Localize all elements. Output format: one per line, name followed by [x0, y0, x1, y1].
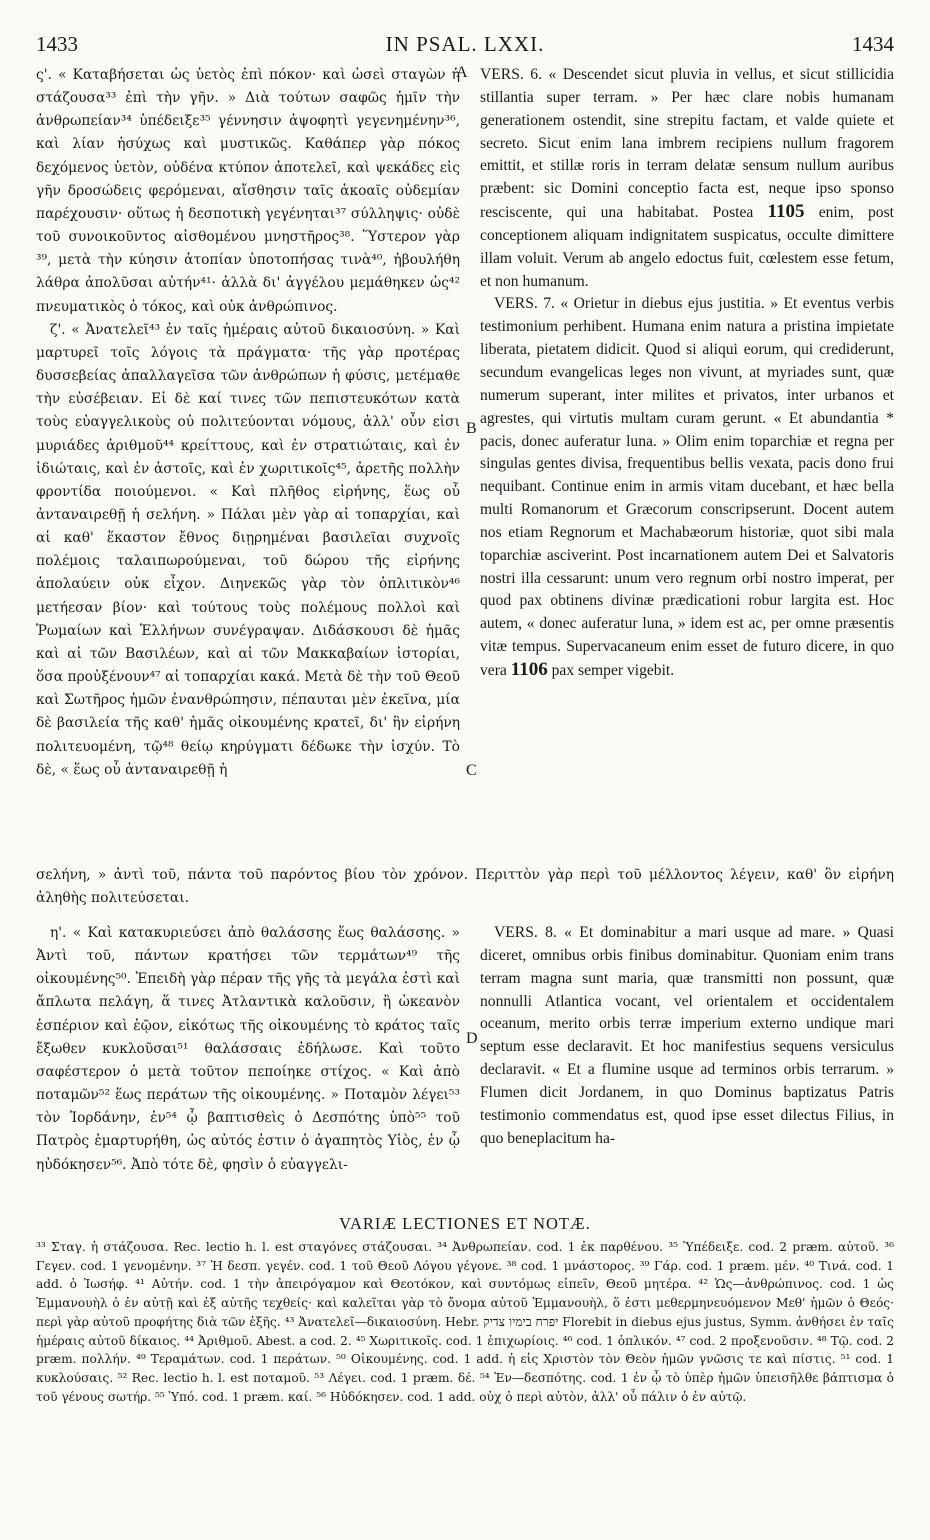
column-number-1106: 1106	[510, 658, 548, 680]
greek-verse-8: η'. « Καὶ κατακυριεύσει ἀπὸ θαλάσσης ἕως θαλάσσης. » Ἀντὶ τοῦ, πάντων κρατήσει τῶν τερμάτων⁴⁹ τῆς οἰκουμένης⁵⁰. Ἐπειδὴ γὰρ πέραν τῆς γῆς τὰ μεγάλα ἐστὶ καὶ ἄπλωτα πελάγη, ἅ τινες Ἀτλαντικὰ καλοῦσιν, ἢ ὠκεανὸν ἑσπέριον καὶ ἑῷον, εἰκότως τῆς οἰκουμένης τὸ κράτος ταῖς ἔξωθεν κυκλοῦσαι⁵¹ θαλάσσαις ἐδήλωσε. Καὶ τοῦτο σαφέστερον ὁ μετὰ τοῦτον πεποίηκε στίχος. « Καὶ ἀπὸ ποταμῶν⁵² ἕως περάτων τῆς οἰκουμένης. » Ποταμὸν λέγει⁵³ τὸν Ἰορδάνην, ἐν⁵⁴ ᾧ βαπτισθεὶς ὁ Δεσπότης ὑπὸ⁵⁵ τοῦ Πατρὸς ἐμαρτυρήθη, ὡς αὐτός ἐστιν ὁ ἀγαπητὸς Υἱὸς, ἐν ᾧ ηὐδόκησεν⁵⁶. Ἀπὸ τότε δὲ, φησὶν ὁ εὐαγγελι-	[36, 925, 460, 1173]
bridge-line: σελήνη, » ἀντὶ τοῦ, πάντα τοῦ παρόντος βίου τὸν χρόνον. Περιττὸν γὰρ περὶ τοῦ μέλλοντος λέγειν, καθ' ὃν εἰρήνη ἀληθὴς πολιτεύσεται.	[36, 867, 894, 906]
column-number-1105: 1105	[767, 201, 805, 223]
margin-mark-d: D	[466, 1030, 478, 1047]
latin-verse-7: VERS. 7. « Orietur in diebus ejus justitia. » Et eventus verbis testimonium perhibent. Humana enim natura a pristina impietate liberata, pietatem didicit. Quod si aliqui eorum, qui crediderunt, secundum evangelicas leges non vivunt, at myriades sunt, quæ numerum superant, inter milites et privatos, inter urbanos et agrestes, qui virtutis multam curam gerunt. « Et abundantia * pacis, donec auferatur luna. » Olim enim toparchiæ et regna per singulas gentes divisa, frequentibus bellis vexata, pacis dono frui nequibant. Continue enim in armis vitam ducebant, et hæc bella multi Romanorum et Græcorum conscripserunt. Docent autem nos etiam Regnorum et Machabæorum historiæ, quot sibi mala toparchiæ asciverint. Post incarnationem autem Dei et Salvatoris nostri illa cessarunt: unum vero regnum orbi nostro imperat, per quod pax obtinens divinæ prædicationi robur largita est. Hoc autem, « donec auferatur luna, » idem est ac, per omne præsentis vitæ tempus. Supervacaneum enim esset de futuro dicere, in quo vera 1106 pax semper vigebit.	[480, 295, 894, 680]
margin-mark-b: B	[466, 420, 477, 437]
greek-verse-7: ζ'. « Ἀνατελεῖ⁴³ ἐν ταῖς ἡμέραις αὐτοῦ δικαιοσύνη. » Καὶ μαρτυρεῖ τοῖς λόγοις τὰ πράγματα· τῆς γὰρ προτέρας δυσσεβείας ἀπαλλαγεῖσα τῶν ἀνθρώπων ἡ φύσις, μετέμαθε τὴν εὐσέβειαν. Εἰ δὲ καί τινες τῶν πεπιστευκότων κατὰ τοὺς εὐαγγελικοὺς οὐ πολιτεύονται νόμους, ἀλλ' οὖν εἰσι μυριάδες ἀριθμοῦ⁴⁴ κρείττους, καὶ ἐν στρατιώταις, καὶ ἐν ἰδιώταις, καὶ ἐν ἀστοῖς, καὶ ἐν χωριτικοῖς⁴⁵, ἀρετῆς πολλὴν φροντίδα ποιούμενοι. « Καὶ πλῆθος εἰρήνης, ἕως οὗ ἀνταναιρεθῇ ἡ σελήνη. » Πάλαι μὲν γὰρ αἱ τοπαρχίαι, καὶ αἱ καθ' ἕκαστον ἔθνος διῃρημέναι βασιλεῖαι συχνοῖς πολέμοις ταλαιπωρούμεναι, τοῦ δώρου τῆς εἰρήνης ἀπολαύειν οὐκ εἶχον. Διηνεκῶς γὰρ τὸν ὁπλιτικὸν⁴⁶ μετήεσαν βίον· καὶ τούτους τοὺς πολέμους πολλοὶ καὶ Ῥωμαίων καὶ Ἑλλήνων συνέγραψαν. Διδάσκουσι δὲ ἡμᾶς καὶ αἱ τῶν Βασιλέων, καὶ αἱ τῶν Μακκαβαίων ἱστορίαι, ὅσα προὐξένουν⁴⁷ αἱ τοπαρχίαι κακά. Μετὰ δὲ τὴν τοῦ Θεοῦ καὶ Σωτῆρος ἡμῶν ἐνανθρώπησιν, πέπαυται μὲν ἐκεῖνα, μία δὲ βασιλεία τῆς καθ' ἡμᾶς οἰκουμένης κρατεῖ, δι' ἣν εἰρήνη πολιτευομένη, τῷ⁴⁸ θείῳ κηρύγματι δέδωκε τὴν ἰσχύν. Τὸ δὲ, « ἕως οὗ ἀνταναιρεθῇ ἡ	[36, 321, 460, 778]
latin-column-top	[480, 64, 894, 683]
greek-column-bottom	[36, 922, 460, 1177]
notes-title: VARIÆ LECTIONES ET NOTÆ.	[339, 1214, 591, 1233]
latin-verse-8: VERS. 8. « Et dominabitur a mari usque ad mare. » Quasi diceret, omnibus orbis finibus dominabitur. Quoniam enim trans terram magna sunt maria, quæ transmitti non possunt, quæ nonnulli Atlantica vocant, vel orientalem et occidentalem oceanum, merito orbis terræ imperium externo undique mari septum esse declaravit. Et hoc manifestius sequens versiculus declaravit. « Et a flumine usque ad terminos orbis terrarum. » Flumen dicit Jordanem, in quo Dominus baptizatus Patris testimonio commendatus est, quod ipse esset dilectus Filius, in quo beneplacitum ha-	[480, 924, 894, 1147]
latin-column-bottom	[480, 922, 894, 1150]
margin-mark-c: C	[466, 762, 477, 779]
page-number-right: 1434	[852, 32, 894, 56]
notes-section	[36, 1238, 894, 1406]
notes-text: ³³ Σταγ. ἡ στάζουσα. Rec. lectio h. l. est σταγόνες στάζουσαι. ³⁴ Ἀνθρωπείαν. cod. 1 ἐκ παρθένου. ³⁵ Ὑπέδειξε. cod. 2 præm. αὐτοῦ. ³⁶ Γεγεν. cod. 1 γενομένην. ³⁷ Ἡ δεσπ. γεγέν. cod. 1 τοῦ Θεοῦ Λόγου γέγονε. ³⁸ cod. 1 μνάστορος. ³⁹ Γάρ. cod. 1 præm. μέν. ⁴⁰ Τινά. cod. 1 add. ὁ Ἰωσήφ. ⁴¹ Αὐτήν. cod. 1 τὴν ἀπειρόγαμον καὶ Θεοτόκον, καὶ συντόμως εἰπεῖν, Θεοῦ μητέρα. ⁴² Ὡς—ἀνθρώπινος. cod. 1 ὡς Ἐμμανουὴλ ὁ ἐν αὐτῇ καὶ ἐξ αὐτῆς τεχθείς· καὶ καλεῖται γὰρ τὸ ὄνομα αὐτοῦ Ἐμμανουὴλ, ὅ ἐστι μεθερμηνευόμενον Μεθ' ἡμῶν ὁ Θεός· περὶ γὰρ αὐτοῦ προφήτης διὰ τῶν ἑξῆς. ⁴³ Ἀνατελεῖ—δικαιοσύνη. Hebr. יפרח בימיו צדיק Florebit in diebus ejus justus, Symm. ἀνθήσει ἐν ταῖς ἡμέραις αὐτοῦ δίκαιος. ⁴⁴ Ἀριθμοῦ. Abest. a cod. 2. ⁴⁵ Χωριτικοῖς. cod. 1 ἐπιχωρίοις. ⁴⁶ cod. 1 ὁπλικόν. ⁴⁷ cod. 2 προξενοῦσιν. ⁴⁸ Τῷ. cod. 2 præm. πολλήν. ⁴⁹ Τεραμάτων. cod. 1 περάτων. ⁵⁰ Οἰκουμένης. cod. 1 add. ἡ εἰς Χριστὸν τὸν Θεὸν ἡμῶν γνῶσις τε καὶ πίστις. ⁵¹ cod. 1 κυκλούσαις. ⁵² Rec. lectio h. l. est ποταμοῦ. ⁵³ Λέγει. cod. 1 præm. δέ. ⁵⁴ Ἐν—δεσπότης. cod. 1 ἐν ᾧ τὸ ὑπὲρ ἡμῶν ὑπεισῆλθε βάπτισμα ὁ τοῦ γένους σωτήρ. ⁵⁵ Ὑπό. cod. 1 præm. καί. ⁵⁶ Ηὐδόκησεν. cod. 1 add. οὐχ ὁ περὶ αὐτὸν, ἀλλ' οὗ πάλιν ὁ ἐν αὐτῷ.	[36, 1240, 894, 1404]
running-title: IN PSAL. LXXI.	[385, 32, 545, 56]
latin-verse-6: VERS. 6. « Descendet sicut pluvia in vellus, et sicut stillicidia stillantia super terram. » Per hæc clare nobis humanam generationem ostendit, sine strepitu factam, et valde quiete et secreto. Sicut enim lana imbrem recipiens nullum fragorem emittit, et stillæ roris in terram delatæ sensum nullum auribus præbent: sic Domini conceptio facta est, neque ipso sponso resciscente, qui una habitabat. Postea 1105 enim, post conceptionem aliquam indignitatem suspicatus, occulte dimittere illam voluit. Verum ab angelo edoctus fuit, cœlestem esse fetum, et non humanum.	[480, 66, 894, 290]
page-number-left: 1433	[36, 32, 78, 56]
greek-column-top	[36, 64, 460, 782]
margin-mark-a: A	[456, 64, 468, 81]
greek-verse-6: ς'. « Καταβήσεται ὡς ὑετὸς ἐπὶ πόκον· καὶ ὡσεὶ σταγὼν ἡ στάζουσα³³ ἐπὶ τὴν γῆν. » Διὰ τούτων σαφῶς ἡμῖν τὴν ἀνθρωπείαν³⁴ ὑπέδειξε³⁵ γέννησιν ἀψοφητὶ γεγενημένην³⁶, καὶ λίαν ἡσύχως καὶ μυστικῶς. Καθάπερ γὰρ πόκος δεχόμενος ὑετὸν, οὐδένα κτύπον ἀποτελεῖ, καὶ ψεκάδες εἰς γῆν δροσώδεις φερόμεναι, αἴσθησιν ταῖς ἀκοαῖς οὐδεμίαν παρέχουσιν· οὕτως ἡ δεσποτικὴ γεγένηται³⁷ σύλληψις· οὐδὲ τοῦ συνοικοῦντος αἰσθομένου μνηστῆρος³⁸. Ὕστερον γὰρ ³⁹, μετὰ τὴν κύησιν ἀτοπίαν ὑποτοπήσας τινὰ⁴⁰, ἠβουλήθη λάθρα ἀπολῦσαι αὐτήν⁴¹· ἀλλὰ δι' ἀγγέλου μεμάθηκεν ὡς⁴² πνευματικὸς ὁ τόκος, καὶ οὐκ ἀνθρώπινος.	[36, 67, 460, 315]
page-header	[36, 32, 894, 60]
